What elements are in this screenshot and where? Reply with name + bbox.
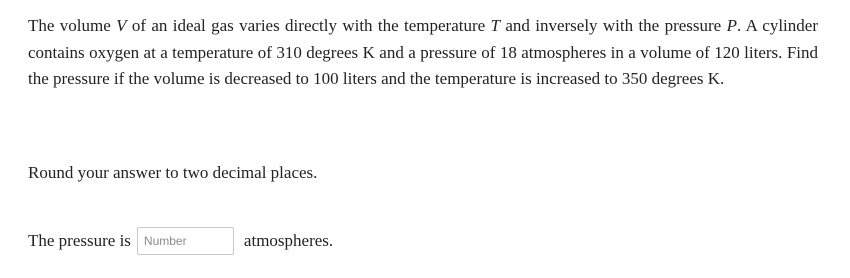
variable-volume: V <box>116 16 127 35</box>
pressure-answer-input[interactable] <box>137 227 234 255</box>
answer-prefix-label: The pressure is <box>28 231 131 250</box>
variable-temperature: T <box>490 16 500 35</box>
answer-line <box>28 227 333 255</box>
rounding-instruction: Round your answer to two decimal places. <box>28 163 318 182</box>
question-text-part: . A cylinder contains oxygen at a temperature of 310 degrees K and a pressure of 18 atmospheres in a volume of 120 liters. Find the pressure if the volume is decreased to 100 liters and the temperature is increased to 350 degrees K. <box>28 16 818 88</box>
question-text-part: of an ideal gas varies directly with the temperature <box>126 16 491 35</box>
answer-unit-label: atmospheres. <box>243 231 334 250</box>
question-text <box>28 13 818 93</box>
question-text-part: The volume <box>28 16 117 35</box>
variable-pressure: P <box>726 16 737 35</box>
question-text-part: and inversely with the pressure <box>500 16 727 35</box>
